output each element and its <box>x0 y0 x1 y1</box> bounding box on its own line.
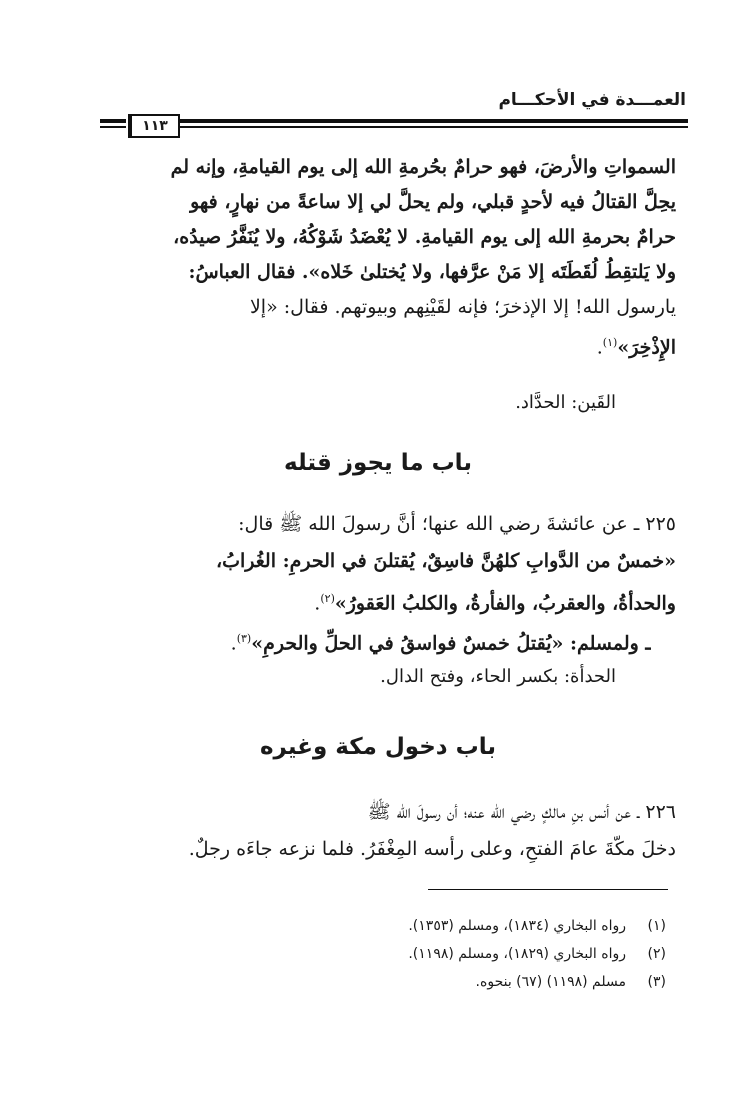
passage-line: يارسول الله! إلا الإذخرَ؛ فإنه لقَيْنِهم وبيوتهم. فقال: «إلا <box>249 296 676 318</box>
header-rule-thick <box>180 119 688 123</box>
chapter-heading: باب ما يجوز قتله <box>284 450 472 476</box>
footnote-text: مسلم (١١٩٨) (٦٧) بنحوه. <box>475 974 626 990</box>
hadith-225 <box>80 506 676 622</box>
footnote-ref: (٣) <box>236 632 252 645</box>
passage-last-line: الإِذْخِرَ»$^{(١)}$. <box>596 336 676 359</box>
muslim-variant-line: ـ ولمسلم: «يُقتلُ خمسٌ فواسقُ في الحلِّ والحرمِ»$^{(٣)}$. <box>230 632 651 655</box>
passage-line: السمواتِ والأرضَ، فهو حرامٌ بحُرمةِ الله إلى يوم القيامةِ، وإنه لم <box>170 156 676 178</box>
muslim-line: ـ ولمسلم: «يُقتلُ خمسٌ فواسقُ في الحلِّ والحرمِ» <box>251 632 651 655</box>
hadith-last-line: والحدأةُ، والعقربُ، والفأرةُ، والكلبُ العَقورُ»$^{(٢)}$. <box>314 592 676 615</box>
header-rule-left-thick <box>100 119 126 123</box>
hadith-226 <box>80 794 676 868</box>
footnote-divider <box>428 889 668 890</box>
footnotes <box>200 912 666 996</box>
footnote <box>200 968 666 996</box>
muslim-variant <box>80 620 651 662</box>
passage <box>80 150 676 365</box>
hadith-line: «خمسٌ من الدَّوابِ كلهُنَّ فاسِقٌ، يُقتلنَ في الحرمِ: الغُرابُ، <box>215 550 676 572</box>
header-rule-thin <box>180 126 688 128</box>
footnote-text: رواه البخاري (١٨٣٤)، ومسلم (١٣٥٣). <box>408 918 626 934</box>
passage-line: الإِذْخِرَ» <box>617 336 676 359</box>
hadith-line: ٢٢٦ ـ عن أنس بنِ مالكٍ رضي الله عنه؛ أن رسولَ الله ﷺ <box>367 801 676 823</box>
header-rule <box>100 116 688 132</box>
footnote-number: (٣) <box>647 974 666 990</box>
passage-line: ولا يَلتقِطُ لُقَطَتَه إلا مَنْ عرَّفها، ولا يُختلىٰ خَلاه». فقال العباسُ: <box>188 261 676 283</box>
passage-line: يحِلَّ القتالُ فيه لأحدٍ قبلي، ولم يحلَّ لي إلا ساعةً من نهارٍ، فهو <box>190 191 676 213</box>
footnote-number: (١) <box>647 918 666 934</box>
gloss-qayn: القَين: الحدَّاد. <box>515 392 616 413</box>
passage-line: حرامٌ بحرمةِ الله إلى يوم القيامةِ. لا يُعْضَدُ شَوْكُهُ، ولا يُنَفَّرُ صيدُه، <box>173 226 676 248</box>
hadith-line: والحدأةُ، والعقربُ، والفأرةُ، والكلبُ العَقورُ» <box>334 592 676 615</box>
chapter-heading: باب دخول مكة وغيره <box>259 734 496 760</box>
header-rule-left-thin <box>100 126 126 128</box>
running-title: العمـــدة في الأحكـــام <box>498 90 686 110</box>
hadith-line: ٢٢٥ ـ عن عائشةَ رضي الله عنها؛ أنَّ رسولَ الله ﷺ قال: <box>238 513 676 535</box>
footnote-number: (٢) <box>647 946 666 962</box>
footnote-ref: (١) <box>602 336 618 349</box>
gloss-hida'a: الحدأة: بكسر الحاء، وفتح الدال. <box>380 666 616 687</box>
footnote-text: رواه البخاري (١٨٢٩)، ومسلم (١١٩٨). <box>408 946 626 962</box>
footnote <box>200 940 666 968</box>
footnote-ref: (٢) <box>320 592 335 605</box>
footnote <box>200 912 666 940</box>
page-number: ١١٣ <box>128 114 180 138</box>
hadith-line: دخلَ مكّةَ عامَ الفتحِ، وعلى رأسه المِغْفَرُ. فلما نزعه جاءَه رجلٌ. <box>188 838 676 860</box>
